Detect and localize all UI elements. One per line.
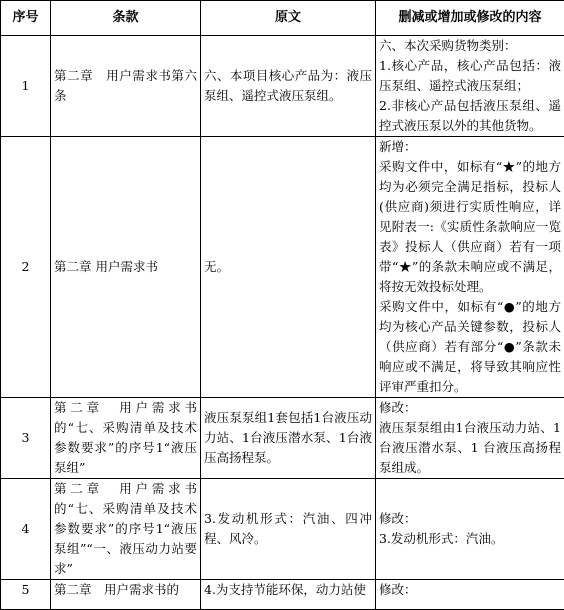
changes-cell bbox=[376, 398, 564, 479]
header-row bbox=[1, 1, 564, 36]
change-line: 1.核心产品，核心产品包括：液压泵组、遥控式液压泵组； bbox=[379, 56, 561, 96]
header-no: 序号 bbox=[1, 1, 51, 36]
changes-cell bbox=[376, 479, 564, 580]
change-line: 修改： bbox=[379, 580, 561, 600]
changes-cell bbox=[376, 580, 564, 610]
change-line: 修改： bbox=[379, 398, 561, 418]
table-row bbox=[1, 137, 564, 398]
clause-cell: 第二章 用户需求书的“七、采购清单及技术参数要求”的序号1“液压泵组”“一、液压动力站要求” bbox=[51, 479, 201, 580]
row-number: 2 bbox=[1, 137, 51, 398]
header-original: 原文 bbox=[201, 1, 376, 36]
clause-cell: 第二章 用户需求书 bbox=[51, 137, 201, 398]
change-line: 采购文件中，如标有“★”的地方均为必须完全满足指标，投标人(供应商)须进行实质性响应，详见附表一:《实质性条款响应一览表》投标人（供应商）若有一项带“★”的条款未响应或不满足，将按无效投标处理。 bbox=[379, 157, 561, 297]
table-row bbox=[1, 479, 564, 580]
row-number: 3 bbox=[1, 398, 51, 479]
table-row bbox=[1, 36, 564, 137]
original-cell: 无。 bbox=[201, 137, 376, 398]
changes-cell bbox=[376, 137, 564, 398]
original-cell: 液压泵泵组1套包括1台液压动力站、1台液压潜水泵、1台液压高扬程泵。 bbox=[201, 398, 376, 479]
change-line: 六、本次采购货物类别： bbox=[379, 36, 561, 56]
table-row bbox=[1, 398, 564, 479]
changes-cell bbox=[376, 36, 564, 137]
original-cell: 六、本项目核心产品为：液压泵组、遥控式液压泵组。 bbox=[201, 36, 376, 137]
header-clause: 条款 bbox=[51, 1, 201, 36]
change-line: 修改： bbox=[379, 509, 561, 529]
original-cell: 3.发动机形式：汽油、四冲程、风冷。 bbox=[201, 479, 376, 580]
clause-cell: 第二章 用户需求书的“七、采购清单及技术参数要求”的序号1“液压泵组” bbox=[51, 398, 201, 479]
header-changes: 删减或增加或修改的内容 bbox=[376, 1, 564, 36]
row-number: 5 bbox=[1, 580, 51, 610]
clause-cell: 第二章 用户需求书的 bbox=[51, 580, 201, 610]
original-cell: 4.为支持节能环保，动力站使 bbox=[201, 580, 376, 610]
change-line: 3.发动机形式：汽油。 bbox=[379, 529, 561, 549]
change-line: 液压泵泵组由1台液压动力站、1 台液压潜水泵、1 台液压高扬程泵组成。 bbox=[379, 418, 561, 478]
table-row bbox=[1, 580, 564, 610]
change-line: 2.非核心产品包括液压泵组、遥控式液压泵以外的其他货物。 bbox=[379, 96, 561, 136]
row-number: 1 bbox=[1, 36, 51, 137]
row-number: 4 bbox=[1, 479, 51, 580]
change-line: 新增： bbox=[379, 137, 561, 157]
clause-cell: 第二章 用户需求书第六条 bbox=[51, 36, 201, 137]
change-line: 采购文件中，如标有“●”的地方均为核心产品关键参数，投标人（供应商）若有部分“●”条款未响应或不满足，将导致其响应性评审严重扣分。 bbox=[379, 297, 561, 397]
